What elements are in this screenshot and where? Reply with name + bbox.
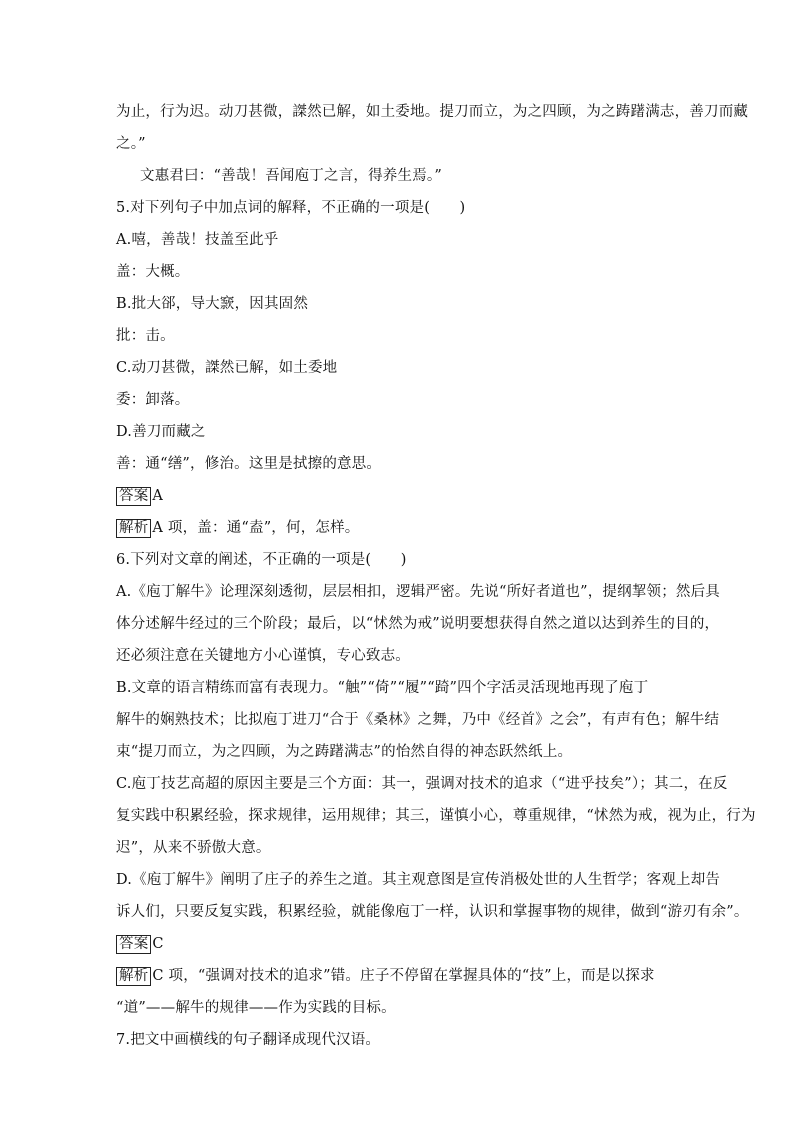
q5-option-b: B.批大郤，导大窾，因其固然 [116,296,309,312]
q5-analysis [116,518,360,538]
q5-option-c-explanation: 委：卸落。 [116,392,190,408]
q6-option-b-line-2: 解牛的娴熟技术；比拟庖丁进刀“合于《桑林》之舞，乃中《经首》之会”，有声有色；解牛结 [116,712,720,728]
q5-option-a-explanation: 盖：大概。 [116,264,190,280]
q6-option-d-line-2: 诉人们，只要反复实践，积累经验，就能像庖丁一样，认识和掌握事物的规律，做到“游刃有余”。 [116,904,749,920]
q6-analysis-text-line-1: C 项，“强调对技术的追求”错。庄子不停留在掌握具体的“技”上，而是以探求 [152,968,655,984]
q6-option-b-line-1: B.文章的语言精练而富有表现力。“触”“倚”“履”“踦”四个字活灵活现地再现了庖丁 [116,680,649,696]
q6-option-c-line-2: 复实践中积累经验，探求规律，运用规律；其三，谨慎小心，尊重规律，“怵然为戒，视为止，行为 [116,808,756,824]
answer-label-box: 答案 [116,935,151,954]
analysis-label-box: 解析 [116,519,151,538]
analysis-label-box: 解析 [116,967,151,986]
q7-stem: 7.把文中画横线的句子翻译成现代汉语。 [116,1032,381,1048]
q6-option-a-line-1: A.《庖丁解牛》论理深刻透彻，层层相扣，逻辑严密。先说“所好者道也”，提纲挈领；然后具 [116,584,721,600]
q6-analysis [116,966,655,986]
q6-answer-value: C [152,936,164,952]
q5-option-c: C.动刀甚微，謋然已解，如土委地 [116,360,338,376]
q5-option-a: A.嘻，善哉！技盖至此乎 [116,232,279,248]
q6-option-a-line-3: 还必须注意在关键地方小心谨慎，专心致志。 [116,648,410,664]
q5-stem: 5.对下列句子中加点词的解释，不正确的一项是( ) [116,200,466,216]
q5-answer-value: A [152,488,164,504]
q6-option-a-line-2: 体分述解牛经过的三个阶段；最后，以“怵然为戒”说明要想获得自然之道以达到养生的目的， [116,616,720,632]
q6-option-c-line-3: 迟”，从来不骄傲大意。 [116,840,271,856]
q5-option-d: D.善刀而藏之 [116,424,206,440]
q5-option-d-explanation: 善：通“缮”，修治。这里是拭擦的意思。 [116,456,382,472]
q6-stem: 6.下列对文章的阐述，不正确的一项是( ) [116,552,407,568]
q5-option-b-explanation: 批：击。 [116,328,175,344]
passage-line-3: 文惠君曰：“善哉！吾闻庖丁之言，得养生焉。” [140,168,442,184]
q6-analysis-line-2: “道”——解牛的规律——作为实践的目标。 [116,1000,396,1016]
passage-line-1: 为止，行为迟。动刀甚微，謋然已解，如土委地。提刀而立，为之四顾，为之踌躇满志，善刀而藏 [116,104,749,120]
passage-line-2: 之。” [116,136,146,152]
q6-option-c-line-1: C.庖丁技艺高超的原因主要是三个方面：其一，强调对技术的追求（“进乎技矣”）；其二，在反 [116,776,728,792]
answer-label-box: 答案 [116,487,151,506]
q5-answer [116,486,163,506]
q6-option-d-line-1: D.《庖丁解牛》阐明了庄子的养生之道。其主观意图是宣传消极处世的人生哲学；客观上却告 [116,872,721,888]
q6-option-b-line-3: 束“提刀而立，为之四顾，为之踌躇满志”的怡然自得的神态跃然纸上。 [116,744,573,760]
q5-analysis-text: A 项，盖：通“盍”，何，怎样。 [152,520,360,536]
q6-answer [116,934,164,954]
